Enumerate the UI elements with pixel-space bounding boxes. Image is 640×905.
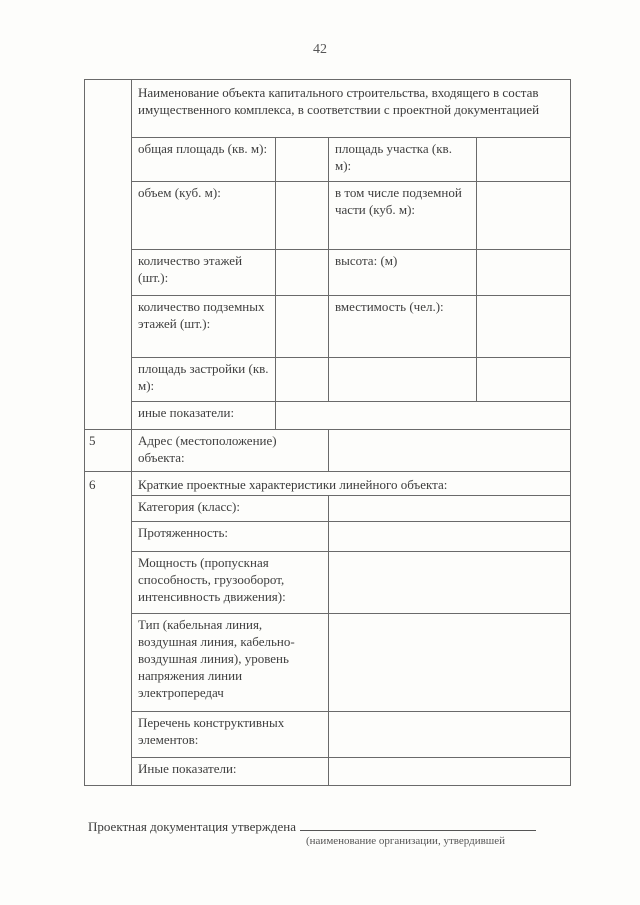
plot-area-value[interactable] — [477, 138, 571, 182]
page-number: 42 — [313, 42, 327, 57]
underground-floors-label: количество подземных этажей (шт.): — [132, 296, 276, 358]
table-row — [85, 138, 571, 182]
line-type-value[interactable] — [329, 614, 571, 712]
power-label: Мощность (пропускная способность, грузооборот, интенсивность движения): — [132, 552, 329, 614]
section-6-heading: Краткие проектные характеристики линейного объекта: — [132, 472, 571, 496]
table-row — [85, 296, 571, 358]
capacity-value[interactable] — [477, 296, 571, 358]
approval-signature-line[interactable] — [300, 818, 536, 831]
underground-volume-label: в том числе подземной части (куб. м): — [329, 182, 477, 250]
section-6-number: 6 — [85, 472, 132, 786]
section-4-heading: Наименование объекта капитального строительства, входящего в состав имущественного комплекса, в соответствии с проектной документацией — [132, 80, 571, 138]
table-row — [85, 552, 571, 614]
table-row — [85, 522, 571, 552]
other-indicators-value[interactable] — [276, 402, 571, 430]
other-indicators-6-label: Иные показатели: — [132, 758, 329, 786]
height-label: высота: (м) — [329, 250, 477, 296]
section-5-number: 5 — [85, 430, 132, 472]
form-table — [84, 79, 571, 786]
building-area-value[interactable] — [276, 358, 329, 402]
underground-floors-value[interactable] — [276, 296, 329, 358]
address-label: Адрес (местоположение) объекта: — [132, 430, 329, 472]
table-row — [85, 430, 571, 472]
table-row — [85, 80, 571, 138]
category-value[interactable] — [329, 496, 571, 522]
table-row — [85, 614, 571, 712]
power-value[interactable] — [329, 552, 571, 614]
height-value[interactable] — [477, 250, 571, 296]
length-label: Протяженность: — [132, 522, 329, 552]
table-row — [85, 250, 571, 296]
table-row — [85, 496, 571, 522]
total-area-label: общая площадь (кв. м): — [132, 138, 276, 182]
length-value[interactable] — [329, 522, 571, 552]
approval-text: Проектная документация утверждена — [88, 819, 296, 834]
other-indicators-6-value[interactable] — [329, 758, 571, 786]
line-type-label: Тип (кабельная линия, воздушная линия, кабельно-воздушная линия), уровень напряжения линии электропередач — [132, 614, 329, 712]
table-row — [85, 358, 571, 402]
capacity-label: вместимость (чел.): — [329, 296, 477, 358]
building-area-label: площадь застройки (кв. м): — [132, 358, 276, 402]
structural-elements-label: Перечень конструктивных элементов: — [132, 712, 329, 758]
approval-line — [88, 818, 578, 835]
floors-label: количество этажей (шт.): — [132, 250, 276, 296]
volume-label: объем (куб. м): — [132, 182, 276, 250]
table-row — [85, 402, 571, 430]
table-row — [85, 712, 571, 758]
table-row — [85, 182, 571, 250]
table-row — [85, 472, 571, 496]
address-value[interactable] — [329, 430, 571, 472]
other-indicators-label: иные показатели: — [132, 402, 276, 430]
empty-label-cell — [329, 358, 477, 402]
approval-caption: (наименование организации, утвердившей — [306, 835, 506, 847]
structural-elements-value[interactable] — [329, 712, 571, 758]
volume-value[interactable] — [276, 182, 329, 250]
category-label: Категория (класс): — [132, 496, 329, 522]
plot-area-label: площадь участка (кв. м): — [329, 138, 477, 182]
underground-volume-value[interactable] — [477, 182, 571, 250]
floors-value[interactable] — [276, 250, 329, 296]
empty-value-cell — [477, 358, 571, 402]
section-4-number-cell — [85, 80, 132, 430]
table-row — [85, 758, 571, 786]
total-area-value[interactable] — [276, 138, 329, 182]
